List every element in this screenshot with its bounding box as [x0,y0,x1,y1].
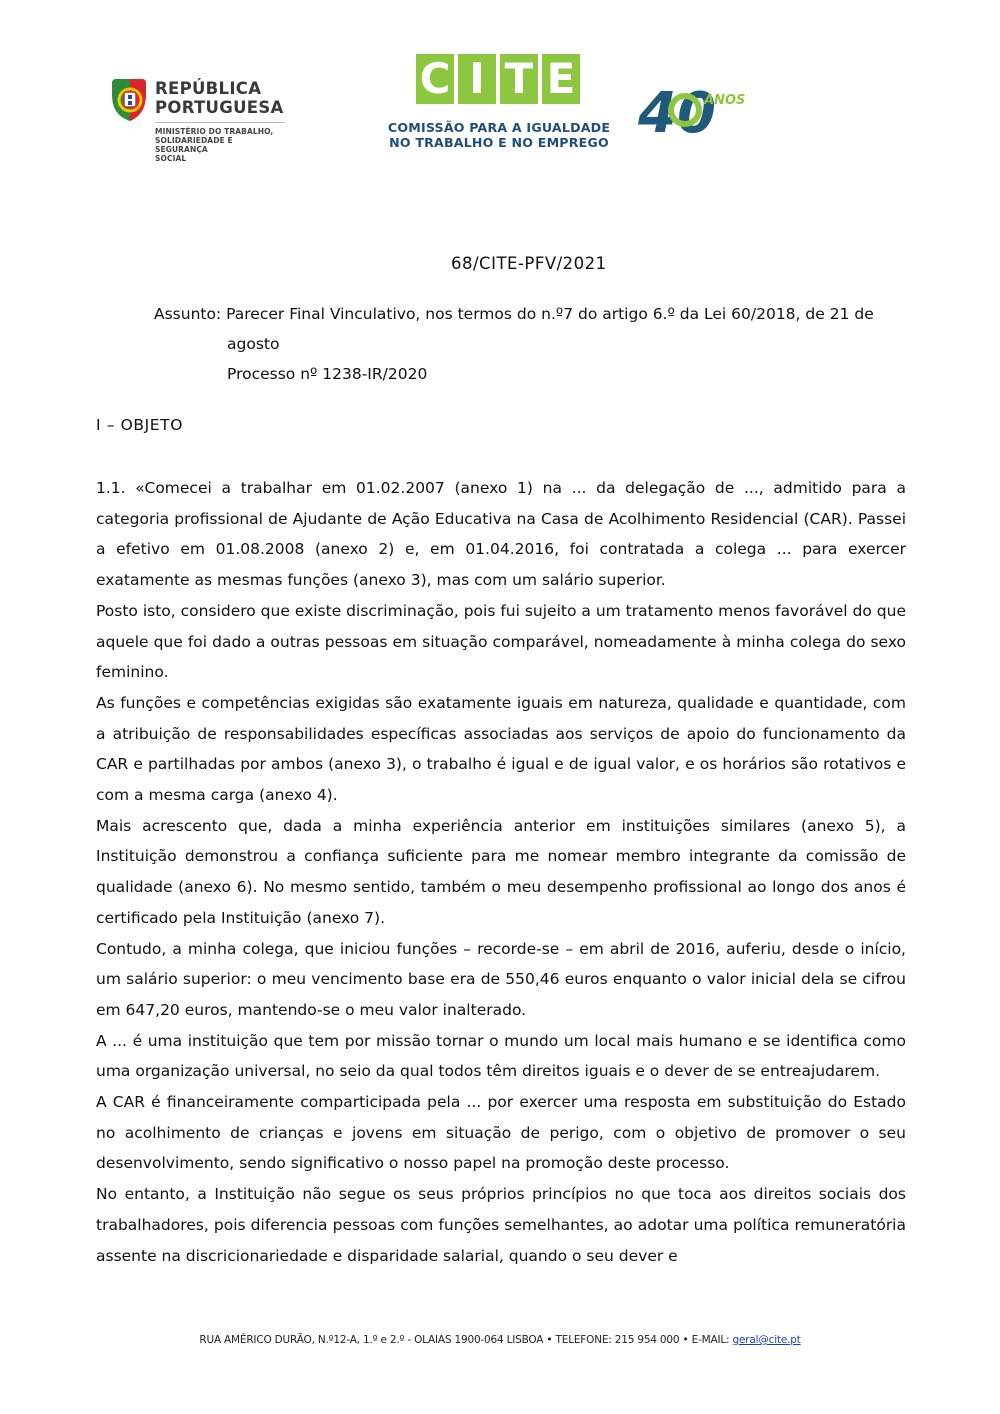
paragraph: Posto isto, considero que existe discriminação, pois fui sujeito a um tratamento menos favorável do que aquele que foi dado a outras pessoas em situação comparável, nomeadamente à minha colega do sexo feminino. [96,601,906,682]
section-title: I – OBJETO [96,416,184,434]
anniversary-word: ANOS [704,93,746,108]
cite-letter: T [500,54,538,104]
cite-logo [386,54,612,154]
body-text [96,473,906,1271]
40-anos-logo [638,70,748,142]
cite-letter-boxes [416,54,580,104]
paragraph: 1.1. «Comecei a trabalhar em 01.02.2007 (anexo 1) na ... da delegação de ..., admitido para a categoria profissional de Ajudante de Ação Educativa na Casa de Acolhimento Residencial (CAR). Passei a efetivo em 01.08.2008 (anexo 2) e, em 01.04.2016, foi contratada a colega ... para exercer exatamente as mesmas funções (anexo 3), mas com um salário superior. [96,479,906,590]
subject-line [154,299,874,329]
subject-continuation: agosto [227,335,280,353]
paragraph: No entanto, a Instituição não segue os seus próprios princípios no que toca aos direitos sociais dos trabalhadores, pois diferencia pessoas com funções semelhantes, ao adotar uma política remuneratória assente na discricionariedade e disparidade salarial, quando o seu dever e [96,1185,906,1265]
anniversary-number: 40 [638,81,716,142]
page-footer [0,1334,1000,1346]
cite-letter: C [416,54,454,104]
subject-label: Assunto: [154,305,222,323]
republica-portuguesa-logo [108,75,288,165]
cite-letter: E [542,54,580,104]
paragraph: A ... é uma instituição que tem por missão tornar o mundo um local mais humano e se identifica como uma organização universal, no seio da qual todos têm direitos iguais e o dever de se entreajudarem. [96,1031,906,1081]
paragraph: A CAR é financeiramente comparticipada pela ... por exercer uma resposta em substituição do Estado no acolhimento de crianças e jovens em situação de perigo, com o objetivo de promover o seu desenvolvimento, sendo significativo o nosso papel na promoção deste processo. [96,1093,906,1173]
footer-address: RUA AMÉRICO DURÃO, N.º12-A, 1.º e 2.º - OLAIAS 1900-064 LISBOA • TELEFONE: 215 954 000 • E-MAIL: [199,1334,733,1346]
paragraph: As funções e competências exigidas são exatamente iguais em natureza, qualidade e quantidade, com a atribuição de responsabilidades específicas associadas aos serviços de apoio do funcionamento da CAR e partilhadas por ambos (anexo 3), o trabalho é igual e de igual valor, e os horários são rotativos e com a mesma carga (anexo 4). [96,693,906,805]
portuguese-coat-of-arms-icon [108,77,150,123]
logo-divider [155,122,285,123]
subject-text: Parecer Final Vinculativo, nos termos do n.º7 do artigo 6.º da Lei 60/2018, de 21 de [226,305,874,323]
process-number: Processo nº 1238-IR/2020 [227,365,428,383]
document-reference: 68/CITE-PFV/2021 [451,254,607,273]
cite-subtitle: COMISSÃO PARA A IGUALDADE NO TRABALHO E NO EMPREGO [387,120,611,150]
paragraph: Contudo, a minha colega, que iniciou funções – recorde-se – em abril de 2016, auferiu, desde o início, um salário superior: o meu vencimento base era de 550,46 euros enquanto o valor inicial dela se cifrou em 647,20 euros, mantendo-se o meu valor inalterado. [96,939,906,1019]
page-header [0,0,1000,180]
subject-block [154,299,874,389]
cite-letter: I [458,54,496,104]
footer-email-link[interactable]: geral@cite.pt [732,1334,801,1346]
paragraph: Mais acrescento que, dada a minha experiência anterior em instituições similares (anexo 5), a Instituição demonstrou a confiança suficiente para me nomear membro integrante da comissão de qualidade (anexo 6). No mesmo sentido, também o meu desempenho profissional ao longo dos anos é certificado pela Instituição (anexo 7). [96,816,906,927]
ministry-name: MINISTÉRIO DO TRABALHO, SOLIDARIEDADE E SEGURANÇA SOCIAL [155,127,274,163]
republica-title: REPÚBLICA PORTUGUESA [155,79,284,117]
